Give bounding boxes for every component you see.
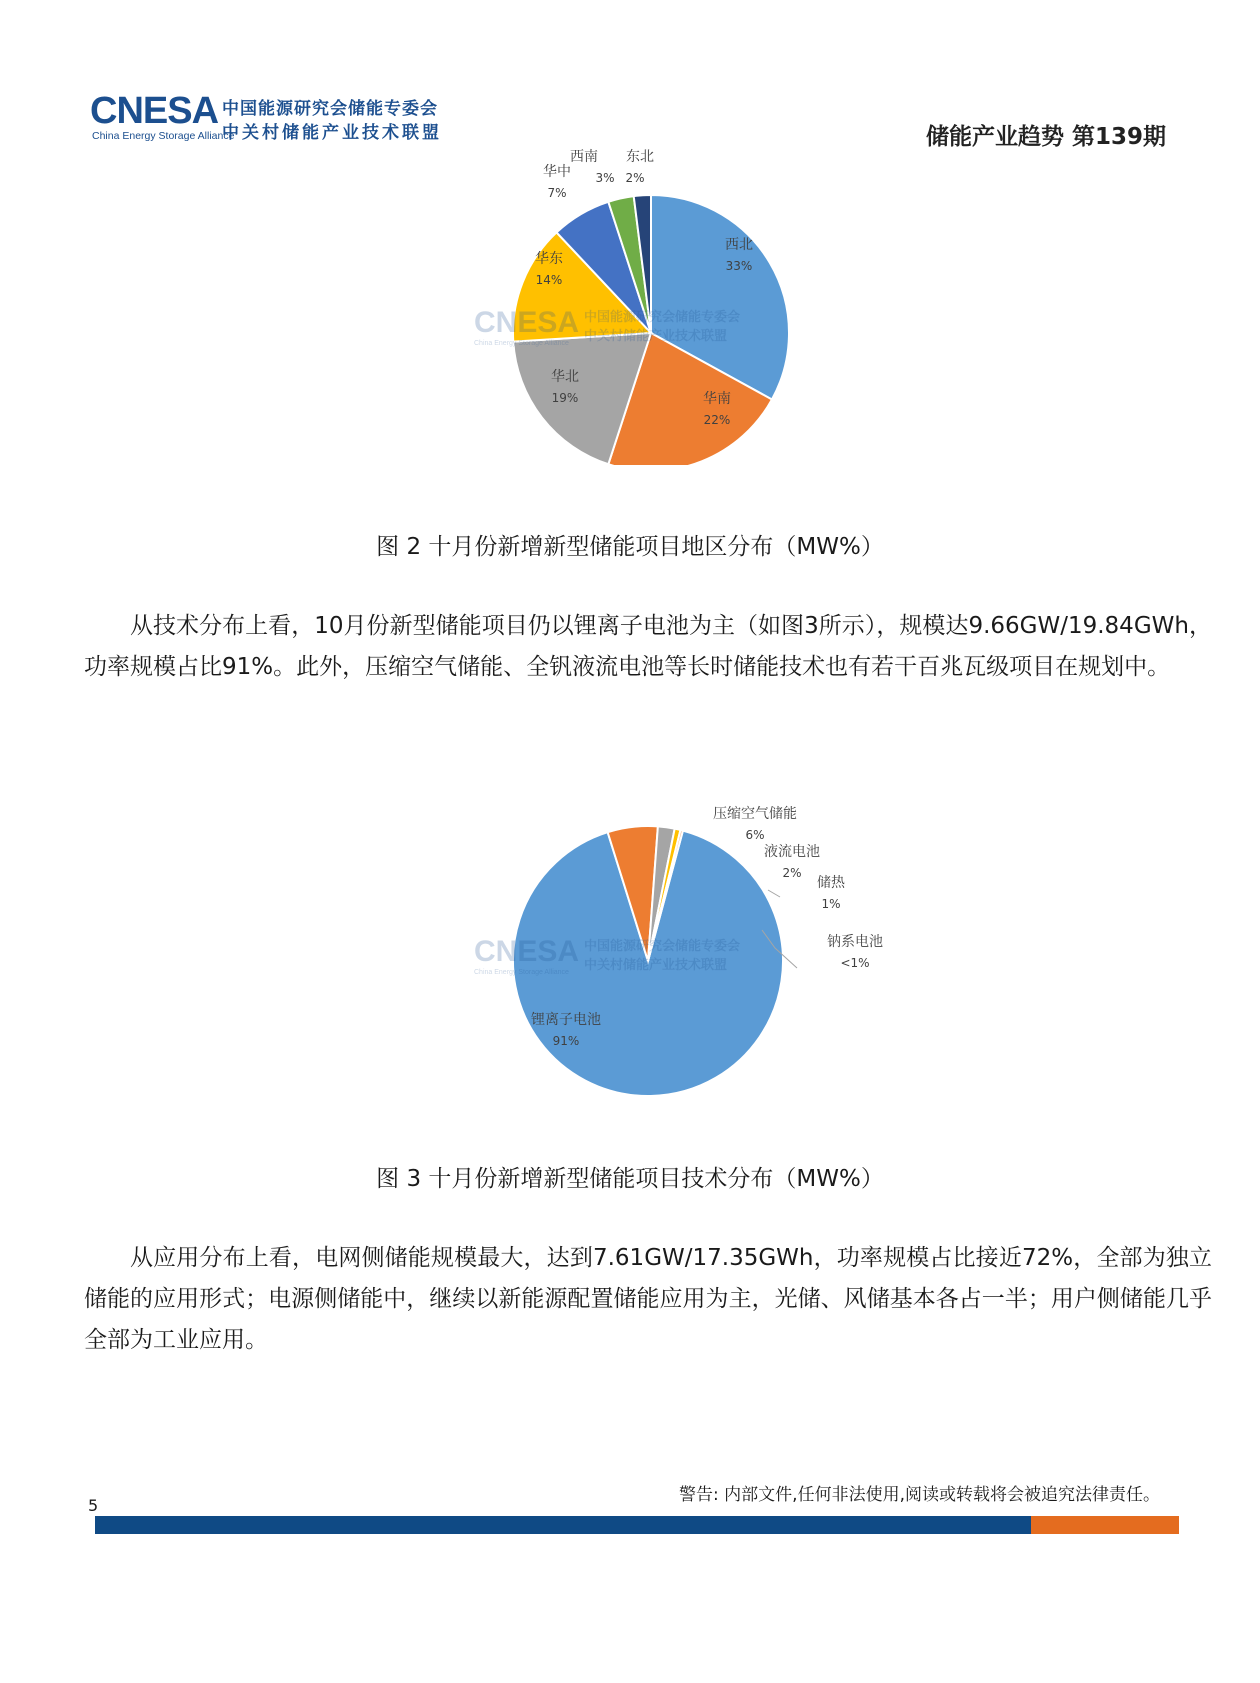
technology-pie-chart xyxy=(0,790,1260,1120)
slice-category-label: 钠系电池 xyxy=(827,934,883,950)
footer-bar-blue xyxy=(95,1516,1031,1534)
figure-2-caption: 图 2 十月份新增新型储能项目地区分布（MW%） xyxy=(376,534,884,560)
watermark-sub: China Energy Storage Alliance xyxy=(474,340,569,347)
logo-cn-line1: 中国能源研究会储能专委会 xyxy=(222,99,438,119)
paragraph-technology: 从技术分布上看，10月份新型储能项目仍以锂离子电池为主（如图3所示），规模达9.66GW/19.84GWh，功率规模占比91%。此外，压缩空气储能、全钒液流电池等长时储能技术也有若干百兆瓦级项目在规划中。 xyxy=(84,613,1212,680)
cnesa-logo xyxy=(90,88,460,144)
slice-value-label: 22% xyxy=(703,413,731,427)
slice-value-label: 19% xyxy=(551,391,579,405)
slice-value-label: 14% xyxy=(535,273,563,287)
watermark-logo: CNESA xyxy=(474,306,580,339)
slice-value-label: 2% xyxy=(782,866,802,880)
watermark-cn-line2: 中关村储能产业技术联盟 xyxy=(584,957,728,972)
footer-bar-orange xyxy=(1031,1516,1179,1534)
slice-value-label: 33% xyxy=(725,259,753,273)
logo-subtitle: China Energy Storage Alliance xyxy=(92,130,235,142)
logo-cn-line2: 中关村储能产业技术联盟 xyxy=(222,123,442,143)
paragraph-application: 从应用分布上看，电网侧储能规模最大，达到7.61GW/17.35GWh，功率规模占比接近72%，全部为独立储能的应用形式；电源侧储能中，继续以新能源配置储能应用为主，光储、风储基本各占一半；用户侧储能几乎全部为工业应用。 xyxy=(84,1245,1212,1353)
slice-value-label: <1% xyxy=(840,956,870,970)
page-number: 5 xyxy=(88,1496,99,1515)
slice-value-label: 91% xyxy=(552,1034,580,1048)
watermark-logo: CNESA xyxy=(474,935,580,968)
slice-category-label: 华北 xyxy=(551,369,579,385)
slice-category-label: 华南 xyxy=(703,391,731,407)
slice-category-label: 东北 xyxy=(626,149,654,165)
slice-category-label: 储热 xyxy=(817,875,845,891)
slice-category-label: 华东 xyxy=(535,251,563,267)
watermark-cn-line1: 中国能源研究会储能专委会 xyxy=(584,938,741,953)
slice-category-label: 西南 xyxy=(570,149,598,165)
slice-category-label: 压缩空气储能 xyxy=(713,806,797,822)
slice-category-label: 锂离子电池 xyxy=(531,1012,601,1028)
logo-text: CNESA xyxy=(90,90,219,132)
slice-category-label: 华中 xyxy=(543,164,571,180)
slice-value-label: 1% xyxy=(821,897,841,911)
slice-value-label: 3% xyxy=(595,171,615,185)
region-pie-chart xyxy=(0,145,1260,465)
issue-title: 储能产业趋势 第139期 xyxy=(925,124,1166,150)
leader-line-1 xyxy=(768,890,780,897)
slice-value-label: 6% xyxy=(745,828,765,842)
slice-value-label: 7% xyxy=(547,186,567,200)
slice-value-label: 2% xyxy=(625,171,645,185)
slice-category-label: 液流电池 xyxy=(764,844,820,860)
footer-warning: 警告: 内部文件,任何非法使用,阅读或转载将会被追究法律责任。 xyxy=(679,1485,1160,1505)
watermark-cn-line1: 中国能源研究会储能专委会 xyxy=(584,309,741,324)
watermark-cn-line2: 中关村储能产业技术联盟 xyxy=(584,328,728,343)
slice-category-label: 西北 xyxy=(725,237,753,253)
watermark-sub: China Energy Storage Alliance xyxy=(474,969,569,976)
figure-3-caption: 图 3 十月份新增新型储能项目技术分布（MW%） xyxy=(376,1166,884,1192)
